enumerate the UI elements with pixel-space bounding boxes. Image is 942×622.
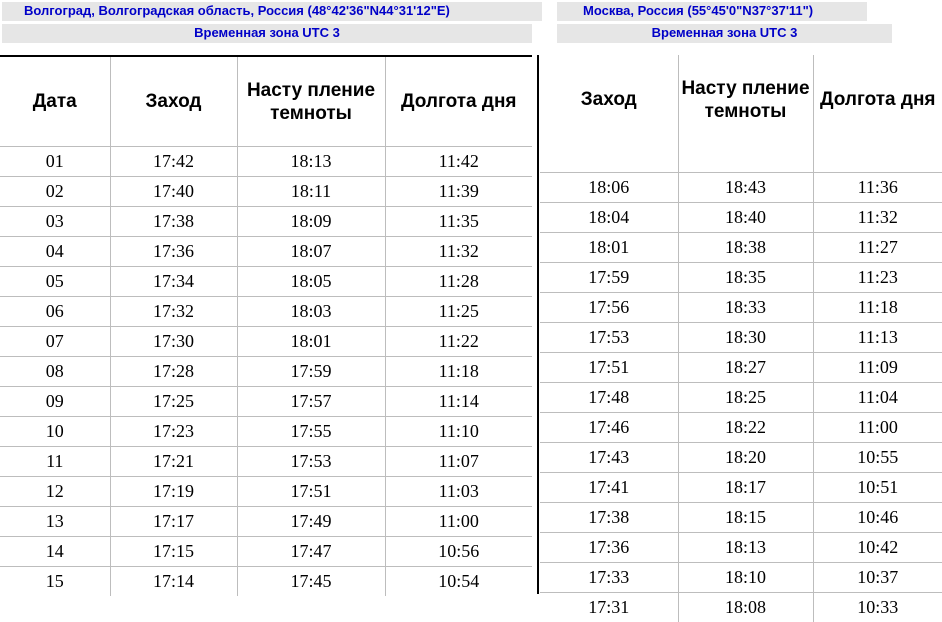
header-sunset: Заход <box>540 55 678 173</box>
dusk-cell: 18:03 <box>237 297 385 327</box>
table-row <box>540 173 942 203</box>
sunset-cell: 17:42 <box>110 147 237 177</box>
dusk-cell: 18:38 <box>678 233 813 263</box>
header-dusk: Насту пление темноты <box>678 55 813 173</box>
table-row <box>540 593 942 622</box>
table-row <box>0 537 532 567</box>
dusk-cell: 17:49 <box>237 507 385 537</box>
date-cell: 15 <box>0 567 110 597</box>
moscow-location-label: Москва, Россия (55°45'0"N37°37'11") <box>557 2 867 21</box>
table-row <box>540 263 942 293</box>
table-row <box>0 327 532 357</box>
sunset-cell: 17:14 <box>110 567 237 597</box>
date-cell: 04 <box>0 237 110 267</box>
table-row <box>0 297 532 327</box>
daylength-cell: 10:33 <box>813 593 942 622</box>
sunset-cell: 17:40 <box>110 177 237 207</box>
table-row <box>540 323 942 353</box>
sunset-cell: 17:31 <box>540 593 678 622</box>
daylength-cell: 11:07 <box>385 447 532 477</box>
sunset-cell: 18:01 <box>540 233 678 263</box>
daylength-cell: 10:37 <box>813 563 942 593</box>
sunset-cell: 17:38 <box>540 503 678 533</box>
dusk-cell: 18:40 <box>678 203 813 233</box>
table-row <box>540 233 942 263</box>
daylength-cell: 11:22 <box>385 327 532 357</box>
dusk-cell: 18:13 <box>678 533 813 563</box>
volgograd-location-label: Волгоград, Волгоградская область, Россия (48°42'36"N44°31'12"E) <box>2 2 542 21</box>
daylength-cell: 11:42 <box>385 147 532 177</box>
daylength-cell: 10:54 <box>385 567 532 597</box>
sunset-cell: 17:17 <box>110 507 237 537</box>
sunset-cell: 17:36 <box>110 237 237 267</box>
daylength-cell: 11:14 <box>385 387 532 417</box>
sunset-cell: 17:21 <box>110 447 237 477</box>
dusk-cell: 17:47 <box>237 537 385 567</box>
sunset-cell: 17:41 <box>540 473 678 503</box>
table-row <box>540 563 942 593</box>
table-row <box>0 417 532 447</box>
dusk-cell: 18:09 <box>237 207 385 237</box>
date-cell: 08 <box>0 357 110 387</box>
daylength-cell: 11:10 <box>385 417 532 447</box>
table-row <box>540 293 942 323</box>
table-row <box>0 147 532 177</box>
date-cell: 14 <box>0 537 110 567</box>
daylength-cell: 11:09 <box>813 353 942 383</box>
dusk-cell: 18:22 <box>678 413 813 443</box>
date-cell: 07 <box>0 327 110 357</box>
table-row <box>0 237 532 267</box>
daylength-cell: 11:32 <box>385 237 532 267</box>
dusk-cell: 18:01 <box>237 327 385 357</box>
moscow-timezone-label: Временная зона UTC 3 <box>557 24 892 43</box>
header-date: Дата <box>0 56 110 147</box>
moscow-table <box>540 55 942 622</box>
dusk-cell: 17:45 <box>237 567 385 597</box>
table-row <box>540 353 942 383</box>
table-row <box>540 383 942 413</box>
sunset-cell: 17:32 <box>110 297 237 327</box>
sunset-cell: 18:04 <box>540 203 678 233</box>
sunset-cell: 17:51 <box>540 353 678 383</box>
sunset-cell: 17:38 <box>110 207 237 237</box>
table-row <box>0 267 532 297</box>
daylength-cell: 11:28 <box>385 267 532 297</box>
dusk-cell: 17:55 <box>237 417 385 447</box>
table-row <box>0 177 532 207</box>
dusk-cell: 18:33 <box>678 293 813 323</box>
daylength-cell: 11:27 <box>813 233 942 263</box>
daylength-cell: 10:55 <box>813 443 942 473</box>
volgograd-table <box>0 55 532 596</box>
volgograd-timezone-label: Временная зона UTC 3 <box>2 24 532 43</box>
dusk-cell: 18:20 <box>678 443 813 473</box>
sunset-cell: 17:28 <box>110 357 237 387</box>
daylength-cell: 11:35 <box>385 207 532 237</box>
sunset-cell: 17:33 <box>540 563 678 593</box>
sunset-cell: 17:59 <box>540 263 678 293</box>
table-row <box>0 507 532 537</box>
date-cell: 13 <box>0 507 110 537</box>
dusk-cell: 18:15 <box>678 503 813 533</box>
sunset-cell: 18:06 <box>540 173 678 203</box>
sunset-cell: 17:43 <box>540 443 678 473</box>
date-cell: 10 <box>0 417 110 447</box>
sunset-cell: 17:15 <box>110 537 237 567</box>
sunset-cell: 17:23 <box>110 417 237 447</box>
header-dusk: Насту пление темноты <box>237 56 385 147</box>
table-row <box>540 203 942 233</box>
sunset-cell: 17:19 <box>110 477 237 507</box>
table-row <box>540 443 942 473</box>
dusk-cell: 18:25 <box>678 383 813 413</box>
dusk-cell: 18:07 <box>237 237 385 267</box>
date-cell: 09 <box>0 387 110 417</box>
table-row <box>0 357 532 387</box>
sunset-cell: 17:36 <box>540 533 678 563</box>
table-row <box>0 207 532 237</box>
daylength-cell: 11:25 <box>385 297 532 327</box>
table-row <box>0 477 532 507</box>
daylength-cell: 11:18 <box>813 293 942 323</box>
date-cell: 03 <box>0 207 110 237</box>
daylength-cell: 10:56 <box>385 537 532 567</box>
dusk-cell: 17:57 <box>237 387 385 417</box>
daylength-cell: 11:36 <box>813 173 942 203</box>
table-divider <box>537 55 539 594</box>
date-cell: 06 <box>0 297 110 327</box>
daylength-cell: 11:32 <box>813 203 942 233</box>
sunset-cell: 17:56 <box>540 293 678 323</box>
date-cell: 12 <box>0 477 110 507</box>
table-row <box>0 567 532 597</box>
daylength-cell: 11:18 <box>385 357 532 387</box>
table-row <box>540 533 942 563</box>
sunset-cell: 17:48 <box>540 383 678 413</box>
daylength-cell: 11:03 <box>385 477 532 507</box>
table-row <box>540 473 942 503</box>
dusk-cell: 18:11 <box>237 177 385 207</box>
sunset-cell: 17:34 <box>110 267 237 297</box>
date-cell: 11 <box>0 447 110 477</box>
sunset-cell: 17:30 <box>110 327 237 357</box>
dusk-cell: 18:43 <box>678 173 813 203</box>
dusk-cell: 18:27 <box>678 353 813 383</box>
date-cell: 02 <box>0 177 110 207</box>
table-row <box>0 447 532 477</box>
dusk-cell: 18:10 <box>678 563 813 593</box>
daylength-cell: 11:00 <box>385 507 532 537</box>
dusk-cell: 17:59 <box>237 357 385 387</box>
dusk-cell: 18:30 <box>678 323 813 353</box>
daylength-cell: 11:13 <box>813 323 942 353</box>
header-sunset: Заход <box>110 56 237 147</box>
sunset-cell: 17:53 <box>540 323 678 353</box>
header-daylength: Долгота дня <box>385 56 532 147</box>
sunset-cell: 17:46 <box>540 413 678 443</box>
dusk-cell: 18:13 <box>237 147 385 177</box>
sunset-cell: 17:25 <box>110 387 237 417</box>
date-cell: 05 <box>0 267 110 297</box>
table-row <box>540 503 942 533</box>
dusk-cell: 18:08 <box>678 593 813 622</box>
daylength-cell: 11:39 <box>385 177 532 207</box>
table-row <box>0 387 532 417</box>
dusk-cell: 18:35 <box>678 263 813 293</box>
date-cell: 01 <box>0 147 110 177</box>
table-row <box>540 413 942 443</box>
daylength-cell: 10:42 <box>813 533 942 563</box>
dusk-cell: 18:17 <box>678 473 813 503</box>
daylength-cell: 11:23 <box>813 263 942 293</box>
dusk-cell: 17:53 <box>237 447 385 477</box>
header-daylength: Долгота дня <box>813 55 942 173</box>
daylength-cell: 10:46 <box>813 503 942 533</box>
daylength-cell: 11:00 <box>813 413 942 443</box>
daylength-cell: 11:04 <box>813 383 942 413</box>
dusk-cell: 18:05 <box>237 267 385 297</box>
daylength-cell: 10:51 <box>813 473 942 503</box>
dusk-cell: 17:51 <box>237 477 385 507</box>
